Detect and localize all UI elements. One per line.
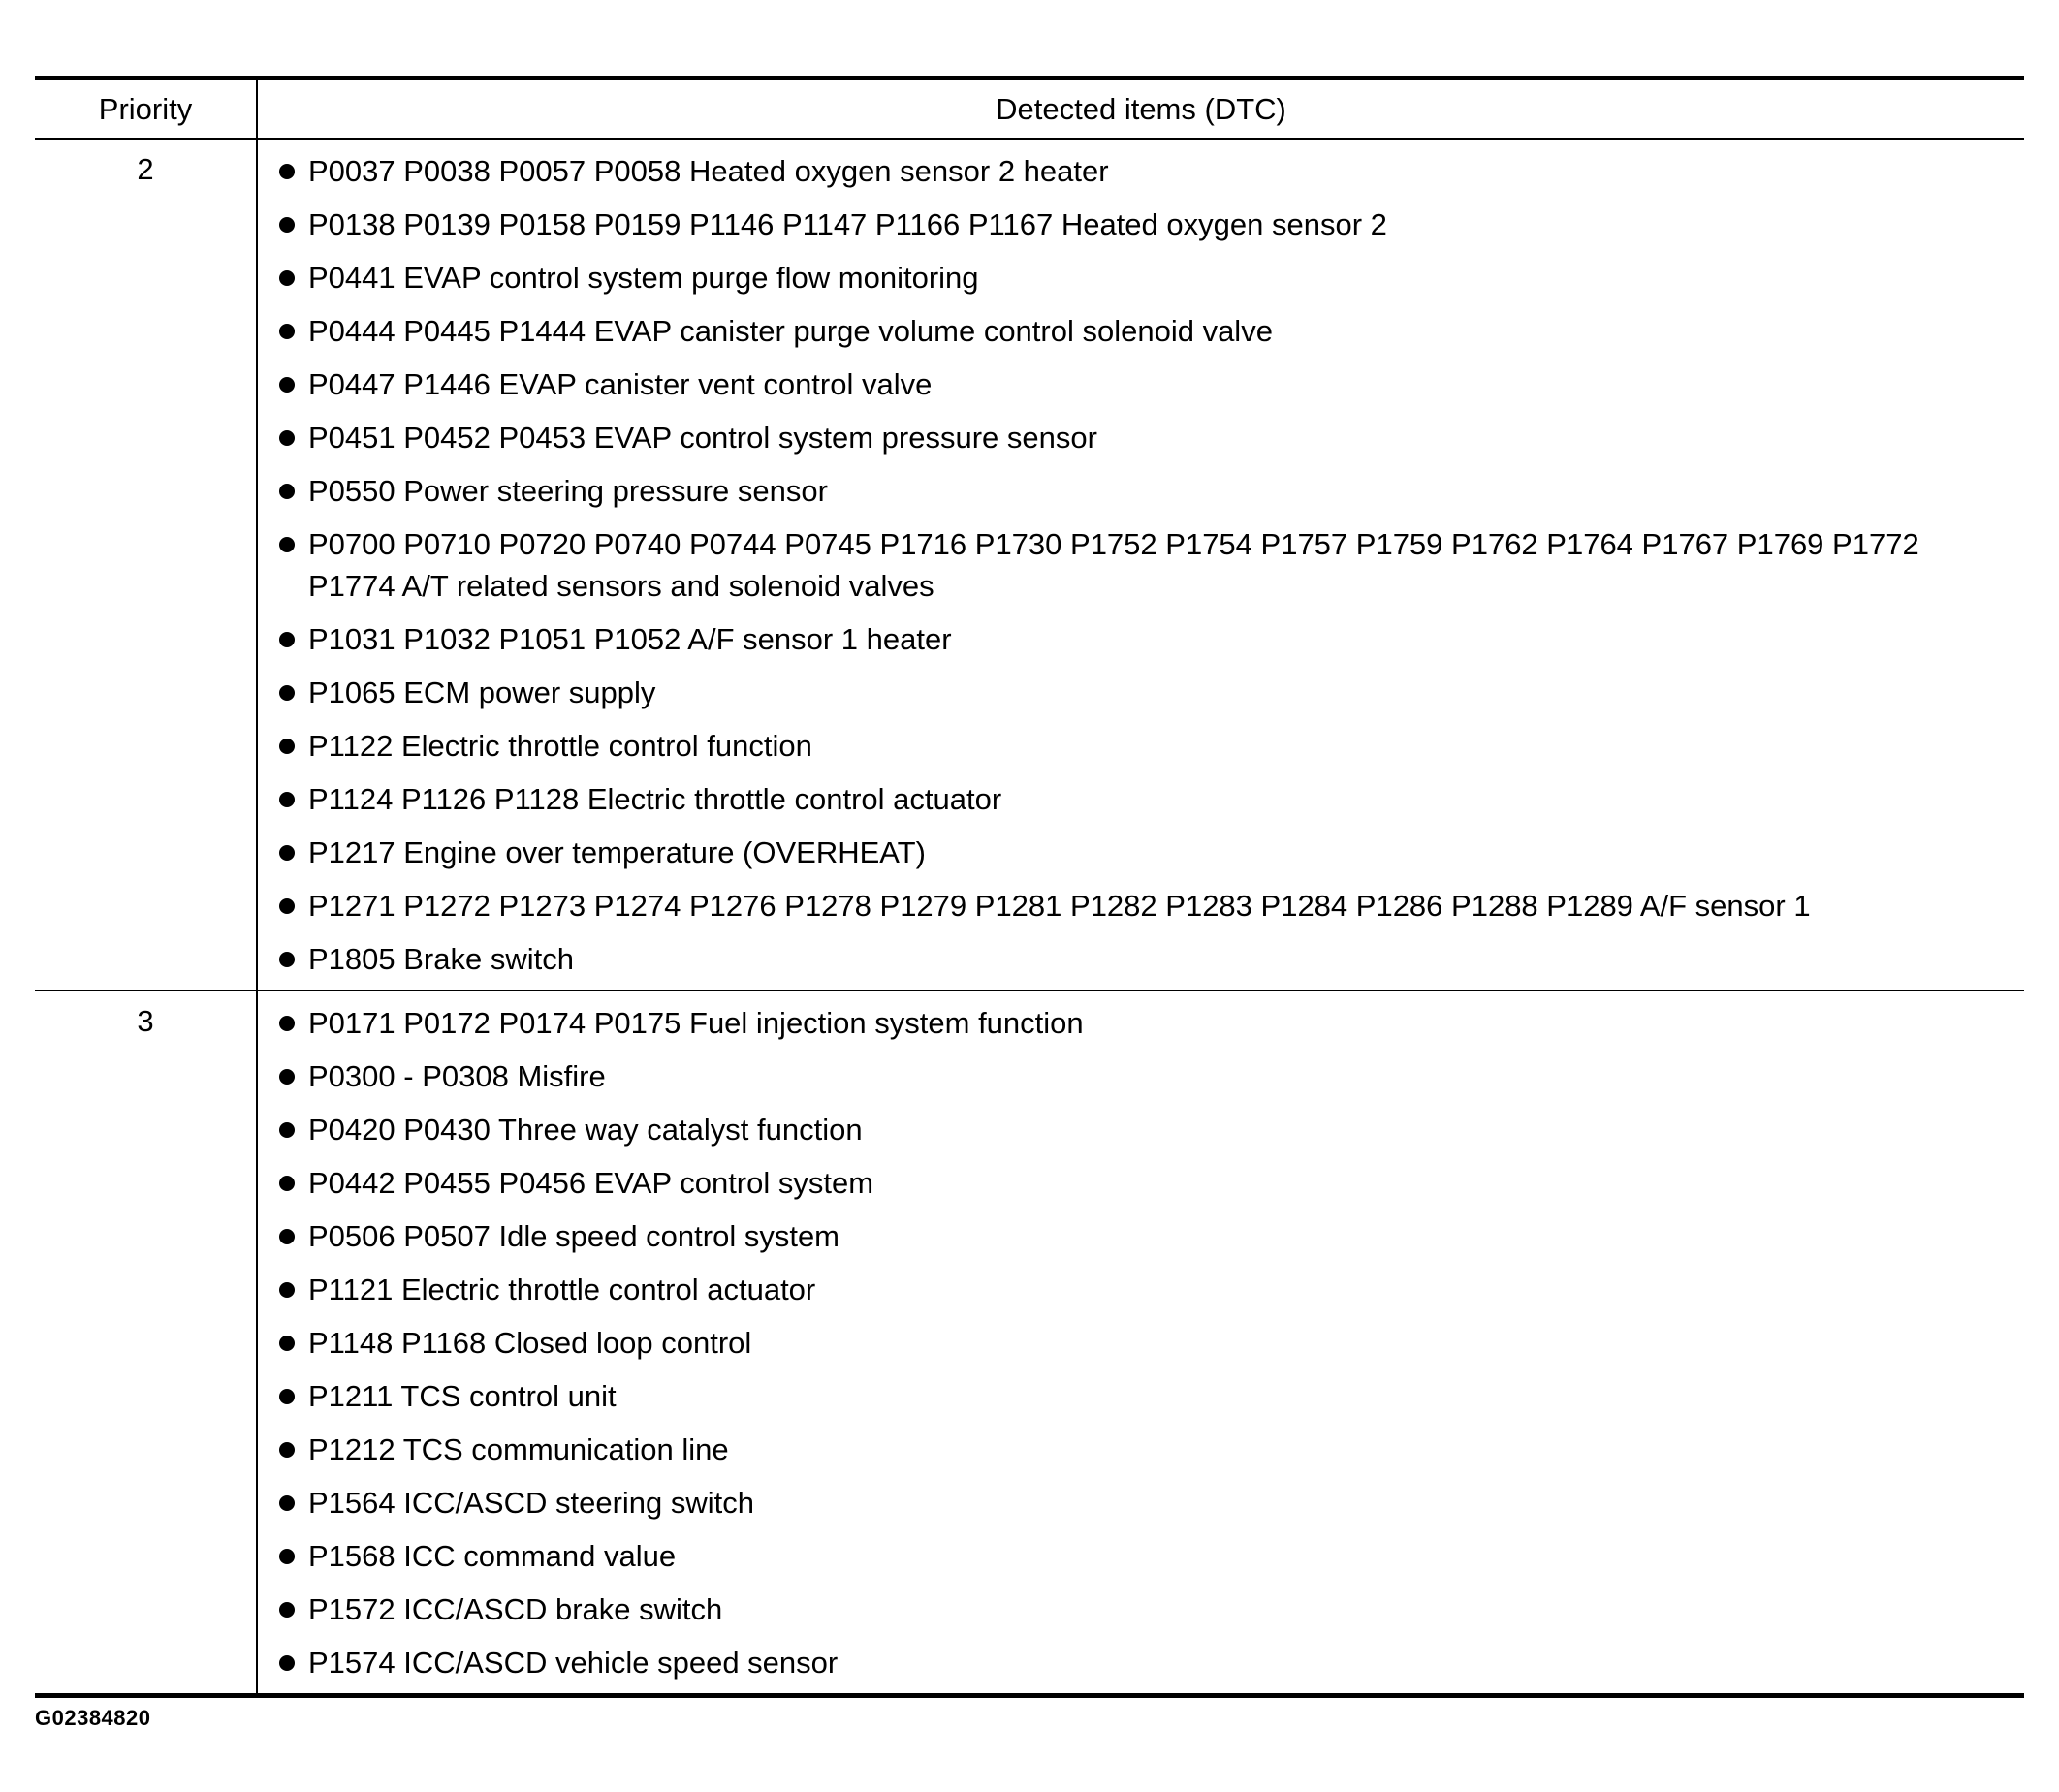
dtc-item-text: P0300 - P0308 Misfire bbox=[308, 1059, 606, 1093]
bullet-icon bbox=[279, 632, 295, 647]
list-item bbox=[308, 257, 2005, 299]
list-item bbox=[308, 523, 2005, 607]
bullet-icon bbox=[279, 1282, 295, 1298]
bullet-icon bbox=[279, 685, 295, 701]
dtc-item-text: P1574 ICC/ASCD vehicle speed sensor bbox=[308, 1646, 839, 1680]
list-item bbox=[308, 1109, 2005, 1150]
list-item bbox=[308, 204, 2005, 245]
detected-items-column-header: Detected items (DTC) bbox=[996, 91, 1286, 126]
dtc-item-text: P1122 Electric throttle control function bbox=[308, 729, 812, 763]
bullet-icon bbox=[279, 1549, 295, 1564]
bullet-icon bbox=[279, 1602, 295, 1618]
bullet-icon bbox=[279, 1069, 295, 1085]
bullet-icon bbox=[279, 1389, 295, 1404]
bullet-icon bbox=[279, 484, 295, 499]
list-item bbox=[308, 1482, 2005, 1524]
dtc-item-text: P0171 P0172 P0174 P0175 Fuel injection system function bbox=[308, 1006, 1084, 1040]
dtc-item-text: P0444 P0445 P1444 EVAP canister purge volume control solenoid valve bbox=[308, 314, 1273, 348]
bullet-icon bbox=[279, 1229, 295, 1244]
list-item bbox=[308, 1002, 2005, 1044]
dtc-item-text: P1124 P1126 P1128 Electric throttle control actuator bbox=[308, 782, 1002, 816]
table-body bbox=[35, 140, 2024, 1693]
list-item bbox=[308, 1642, 2005, 1683]
priority-cell: 2 bbox=[35, 140, 258, 990]
bullet-icon bbox=[279, 377, 295, 393]
list-item bbox=[308, 832, 2005, 873]
list-item bbox=[308, 885, 2005, 927]
list-item bbox=[308, 725, 2005, 767]
list-item bbox=[308, 1429, 2005, 1470]
dtc-item-text: P1572 ICC/ASCD brake switch bbox=[308, 1592, 723, 1626]
bullet-icon bbox=[279, 1655, 295, 1671]
detected-items-cell bbox=[258, 991, 2024, 1693]
dtc-item-text: P1564 ICC/ASCD steering switch bbox=[308, 1486, 755, 1520]
bullet-icon bbox=[279, 1176, 295, 1191]
list-item bbox=[308, 417, 2005, 458]
list-item bbox=[308, 618, 2005, 660]
bullet-icon bbox=[279, 1495, 295, 1511]
list-item bbox=[308, 1535, 2005, 1577]
bullet-icon bbox=[279, 952, 295, 967]
priority-cell: 3 bbox=[35, 991, 258, 1693]
dtc-item-text: P1217 Engine over temperature (OVERHEAT) bbox=[308, 835, 926, 869]
list-item bbox=[308, 310, 2005, 352]
dtc-item-text: P1031 P1032 P1051 P1052 A/F sensor 1 heater bbox=[308, 622, 952, 656]
priority-column-header: Priority bbox=[35, 80, 258, 138]
list-item bbox=[308, 363, 2005, 405]
dtc-item-text: P1212 TCS communication line bbox=[308, 1432, 729, 1466]
dtc-item-text: P1065 ECM power supply bbox=[308, 676, 656, 709]
dtc-item-text: P1271 P1272 P1273 P1274 P1276 P1278 P1279 P1281 P1282 P1283 P1284 P1286 P1288 P1289 A/F sensor 1 bbox=[308, 889, 1811, 923]
dtc-item-text: P0447 P1446 EVAP canister vent control valve bbox=[308, 367, 933, 401]
bullet-icon bbox=[279, 270, 295, 286]
dtc-item-text: P0451 P0452 P0453 EVAP control system pressure sensor bbox=[308, 421, 1097, 455]
bullet-icon bbox=[279, 1442, 295, 1458]
list-item bbox=[308, 1055, 2005, 1097]
list-item bbox=[308, 1322, 2005, 1364]
detected-items-cell bbox=[258, 140, 2024, 990]
table-row bbox=[35, 140, 2024, 990]
dtc-item-text: P0441 EVAP control system purge flow monitoring bbox=[308, 261, 979, 295]
bullet-icon bbox=[279, 1336, 295, 1351]
list-item bbox=[308, 672, 2005, 713]
list-item bbox=[308, 150, 2005, 192]
bullet-icon bbox=[279, 1122, 295, 1138]
bullet-icon bbox=[279, 898, 295, 914]
dtc-item-text: P0138 P0139 P0158 P0159 P1146 P1147 P1166 P1167 Heated oxygen sensor 2 bbox=[308, 207, 1387, 241]
list-item bbox=[308, 938, 2005, 980]
bullet-icon bbox=[279, 739, 295, 754]
list-item bbox=[308, 1162, 2005, 1204]
bullet-icon bbox=[279, 164, 295, 179]
dtc-item-text: P0700 P0710 P0720 P0740 P0744 P0745 P1716 P1730 P1752 P1754 P1757 P1759 P1762 P1764 P1767 P1769 P1772 P1774 A/T related sensors and solenoid valves bbox=[308, 527, 1919, 603]
list-item bbox=[308, 1215, 2005, 1257]
dtc-item-text: P0550 Power steering pressure sensor bbox=[308, 474, 828, 508]
list-item bbox=[308, 470, 2005, 512]
bullet-icon bbox=[279, 792, 295, 807]
dtc-item-text: P0037 P0038 P0057 P0058 Heated oxygen sensor 2 heater bbox=[308, 154, 1109, 188]
bullet-icon bbox=[279, 845, 295, 861]
bullet-icon bbox=[279, 430, 295, 446]
table-row bbox=[35, 990, 2024, 1693]
list-item bbox=[308, 1375, 2005, 1417]
bullet-icon bbox=[279, 217, 295, 233]
dtc-item-text: P1568 ICC command value bbox=[308, 1539, 677, 1573]
dtc-item-text: P1211 TCS control unit bbox=[308, 1379, 617, 1413]
list-item bbox=[308, 778, 2005, 820]
list-item bbox=[308, 1269, 2005, 1310]
list-item bbox=[308, 1588, 2005, 1630]
figure-id: G02384820 bbox=[35, 1706, 151, 1730]
bullet-icon bbox=[279, 1016, 295, 1031]
bullet-icon bbox=[279, 324, 295, 339]
table-header-row bbox=[35, 80, 2024, 140]
dtc-item-text: P0506 P0507 Idle speed control system bbox=[308, 1219, 840, 1253]
dtc-priority-table bbox=[35, 76, 2024, 1698]
dtc-item-text: P0442 P0455 P0456 EVAP control system bbox=[308, 1166, 874, 1200]
bullet-icon bbox=[279, 537, 295, 552]
dtc-item-text: P1121 Electric throttle control actuator bbox=[308, 1273, 816, 1306]
dtc-item-text: P0420 P0430 Three way catalyst function bbox=[308, 1113, 863, 1147]
dtc-item-text: P1805 Brake switch bbox=[308, 942, 574, 976]
dtc-item-text: P1148 P1168 Closed loop control bbox=[308, 1326, 752, 1360]
